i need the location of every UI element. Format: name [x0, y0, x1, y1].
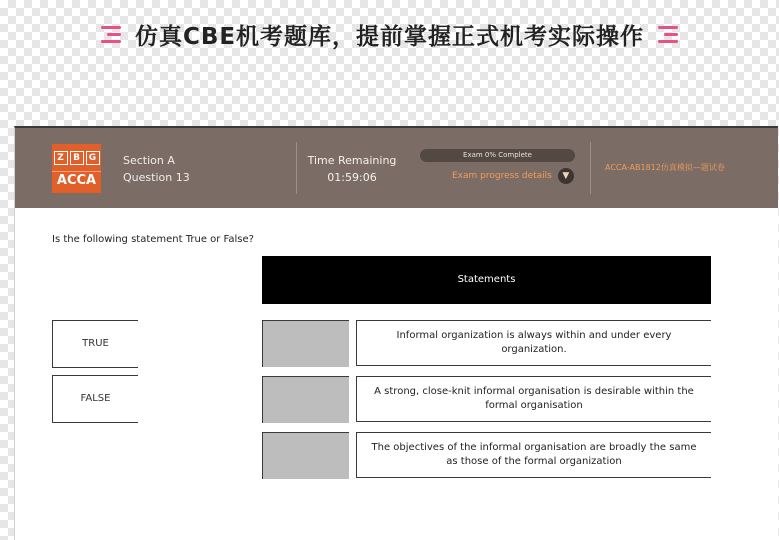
- statement-1: Informal organization is always within and under every organization.: [356, 320, 711, 366]
- question-number: Question 13: [123, 171, 190, 184]
- statement-3: The objectives of the informal organisation are broadly the same as those of the formal organization: [356, 432, 711, 478]
- exam-name: ACCA-AB1812仿真模拟—题试卷: [605, 163, 725, 172]
- answer-drop-zone[interactable]: [262, 432, 349, 479]
- exam-header: [15, 128, 778, 208]
- menu-lines-icon: [101, 26, 121, 43]
- answer-drop-zone[interactable]: [262, 376, 349, 423]
- banner-title: 仿真CBE机考题库，提前掌握正式机考实际操作: [134, 23, 645, 50]
- header-divider: [590, 142, 591, 194]
- exam-window: [14, 126, 778, 540]
- progress-section: [420, 149, 575, 184]
- logo-letter: G: [86, 151, 100, 165]
- chevron-down-icon[interactable]: ▼: [558, 168, 574, 184]
- time-value: 01:59:06: [327, 171, 377, 184]
- progress-details-label[interactable]: Exam progress details: [452, 171, 552, 181]
- logo-letter: Z: [54, 151, 68, 165]
- statements-header: Statements: [262, 256, 711, 304]
- statement-2: A strong, close-knit informal organisation is desirable within the formal organisation: [356, 376, 711, 422]
- answer-option-false[interactable]: FALSE: [52, 375, 138, 423]
- section-label: Section A: [123, 154, 175, 167]
- logo-acca-text: ACCA: [52, 171, 101, 190]
- question-prompt: Is the following statement True or False?: [52, 234, 254, 245]
- answer-option-true[interactable]: TRUE: [52, 320, 138, 368]
- answer-drop-zone[interactable]: [262, 320, 349, 367]
- timer: [307, 152, 397, 186]
- progress-text: Exam 0% Complete: [463, 151, 532, 159]
- menu-lines-icon: [658, 26, 678, 43]
- header-divider: [296, 142, 297, 194]
- time-label: Time Remaining: [307, 154, 397, 167]
- zbg-acca-logo: [52, 144, 101, 193]
- progress-details-toggle[interactable]: [420, 168, 575, 184]
- progress-bar: [420, 149, 575, 162]
- section-info: [123, 152, 190, 186]
- promo-banner: [0, 14, 779, 54]
- logo-letter: B: [70, 151, 84, 165]
